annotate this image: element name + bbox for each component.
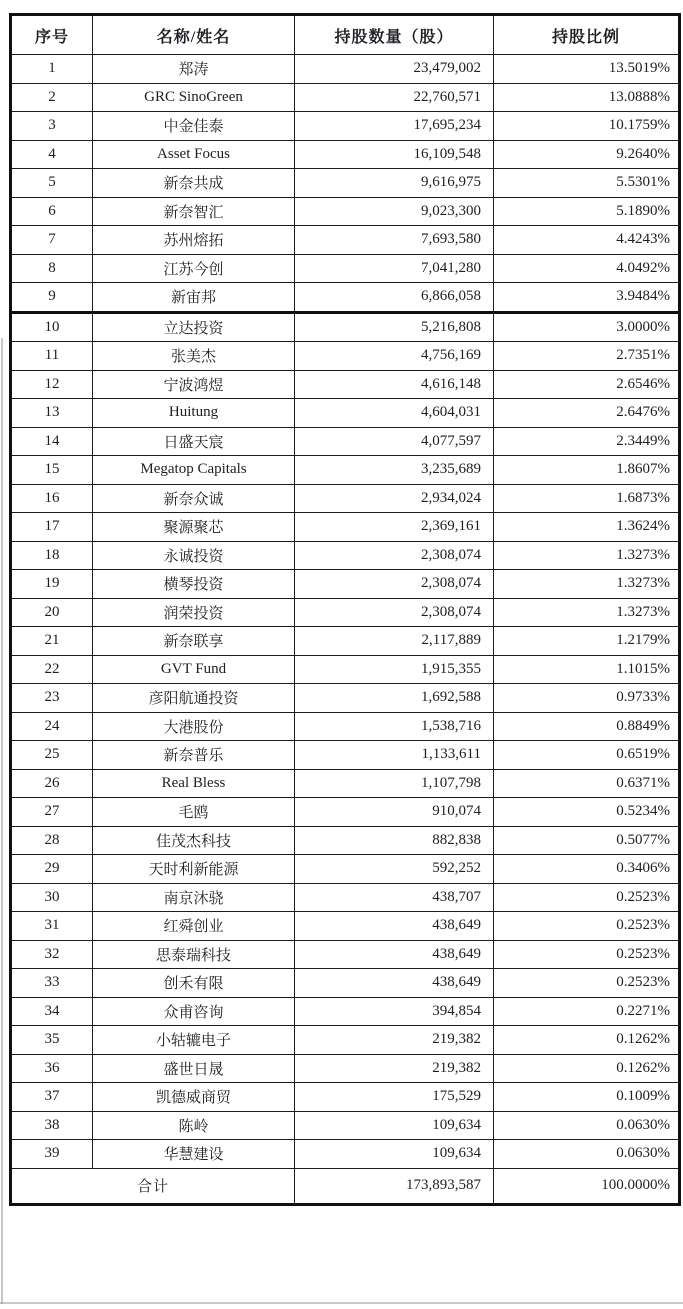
cell-name: 创禾有限: [93, 969, 295, 998]
cell-ratio: 13.5019%: [494, 55, 680, 84]
table-row: [11, 798, 680, 827]
cell-shares: 1,133,611: [295, 741, 494, 770]
cell-shares: 2,308,074: [295, 570, 494, 599]
table-row: [11, 342, 680, 371]
cell-shares: 4,616,148: [295, 370, 494, 399]
cell-index: 37: [11, 1083, 93, 1112]
cell-ratio: 0.5077%: [494, 826, 680, 855]
cell-shares: 17,695,234: [295, 112, 494, 141]
cell-index: 35: [11, 1026, 93, 1055]
table-row: [11, 283, 680, 313]
cell-index: 2: [11, 83, 93, 112]
cell-shares: 910,074: [295, 798, 494, 827]
table-row: [11, 1026, 680, 1055]
cell-index: 13: [11, 399, 93, 428]
cell-name: 立达投资: [93, 312, 295, 342]
cell-ratio: 1.8607%: [494, 456, 680, 485]
cell-name: 江苏今创: [93, 254, 295, 283]
table-row: [11, 55, 680, 84]
cell-name: 佳茂杰科技: [93, 826, 295, 855]
cell-shares: 592,252: [295, 855, 494, 884]
cell-name: 红舜创业: [93, 912, 295, 941]
cell-shares: 3,235,689: [295, 456, 494, 485]
cell-ratio: 2.3449%: [494, 427, 680, 456]
cell-shares: 109,634: [295, 1140, 494, 1169]
cell-ratio: 0.5234%: [494, 798, 680, 827]
cell-name: 新奈普乐: [93, 741, 295, 770]
cell-shares: 4,604,031: [295, 399, 494, 428]
cell-shares: 9,023,300: [295, 197, 494, 226]
cell-shares: 2,117,889: [295, 627, 494, 656]
cell-name: 聚源聚芯: [93, 513, 295, 542]
total-shares: 173,893,587: [295, 1168, 494, 1204]
cell-index: 10: [11, 312, 93, 342]
table-row: [11, 1140, 680, 1169]
total-ratio: 100.0000%: [494, 1168, 680, 1204]
cell-index: 39: [11, 1140, 93, 1169]
table-row: [11, 969, 680, 998]
cell-index: 6: [11, 197, 93, 226]
cell-shares: 6,866,058: [295, 283, 494, 313]
cell-shares: 2,308,074: [295, 598, 494, 627]
total-label: 合计: [11, 1168, 295, 1204]
cell-name: 天时利新能源: [93, 855, 295, 884]
cell-index: 21: [11, 627, 93, 656]
cell-shares: 16,109,548: [295, 140, 494, 169]
table-row: [11, 456, 680, 485]
cell-name: 新奈智汇: [93, 197, 295, 226]
cell-ratio: 0.8849%: [494, 712, 680, 741]
cell-shares: 882,838: [295, 826, 494, 855]
table-row: [11, 112, 680, 141]
table-row: [11, 627, 680, 656]
cell-index: 26: [11, 769, 93, 798]
cell-index: 36: [11, 1054, 93, 1083]
cell-name: 新奈众诚: [93, 484, 295, 513]
cell-ratio: 0.1262%: [494, 1026, 680, 1055]
column-header-index: 序号: [11, 15, 93, 55]
table-row: [11, 712, 680, 741]
cell-ratio: 0.6371%: [494, 769, 680, 798]
cell-ratio: 5.5301%: [494, 169, 680, 198]
cell-ratio: 1.3624%: [494, 513, 680, 542]
scan-artifact-left-edge: [1, 338, 3, 1304]
cell-index: 4: [11, 140, 93, 169]
cell-ratio: 0.2523%: [494, 969, 680, 998]
table-row: [11, 312, 680, 342]
cell-name: 小轱辘电子: [93, 1026, 295, 1055]
cell-shares: 1,107,798: [295, 769, 494, 798]
cell-shares: 438,649: [295, 912, 494, 941]
cell-name: 众甫咨询: [93, 997, 295, 1026]
cell-shares: 23,479,002: [295, 55, 494, 84]
cell-index: 28: [11, 826, 93, 855]
cell-ratio: 0.1009%: [494, 1083, 680, 1112]
cell-index: 31: [11, 912, 93, 941]
cell-name: 润荣投资: [93, 598, 295, 627]
cell-index: 25: [11, 741, 93, 770]
cell-ratio: 0.9733%: [494, 684, 680, 713]
cell-index: 34: [11, 997, 93, 1026]
cell-name: 永诚投资: [93, 541, 295, 570]
cell-name: 横琴投资: [93, 570, 295, 599]
column-header-ratio: 持股比例: [494, 15, 680, 55]
cell-ratio: 2.6476%: [494, 399, 680, 428]
table-row: [11, 741, 680, 770]
table-row: [11, 883, 680, 912]
cell-name: 毛鸥: [93, 798, 295, 827]
table-body: [11, 55, 680, 1169]
table-row: [11, 169, 680, 198]
cell-index: 5: [11, 169, 93, 198]
total-row: [11, 1168, 680, 1204]
cell-index: 12: [11, 370, 93, 399]
cell-index: 8: [11, 254, 93, 283]
cell-shares: 1,538,716: [295, 712, 494, 741]
scan-artifact-bottom-edge: [0, 1302, 683, 1304]
cell-index: 27: [11, 798, 93, 827]
cell-index: 33: [11, 969, 93, 998]
cell-name: 彦阳航通投资: [93, 684, 295, 713]
cell-name: 日盛天宸: [93, 427, 295, 456]
cell-shares: 5,216,808: [295, 312, 494, 342]
cell-index: 19: [11, 570, 93, 599]
cell-name: Megatop Capitals: [93, 456, 295, 485]
cell-name: 思泰瑞科技: [93, 940, 295, 969]
cell-shares: 2,369,161: [295, 513, 494, 542]
table-row: [11, 655, 680, 684]
cell-ratio: 10.1759%: [494, 112, 680, 141]
cell-ratio: 0.6519%: [494, 741, 680, 770]
cell-name: GRC SinoGreen: [93, 83, 295, 112]
cell-name: 郑涛: [93, 55, 295, 84]
cell-name: 凯德威商贸: [93, 1083, 295, 1112]
cell-shares: 175,529: [295, 1083, 494, 1112]
cell-ratio: 5.1890%: [494, 197, 680, 226]
cell-shares: 1,692,588: [295, 684, 494, 713]
cell-index: 7: [11, 226, 93, 255]
cell-name: 张美杰: [93, 342, 295, 371]
cell-ratio: 13.0888%: [494, 83, 680, 112]
cell-ratio: 0.2271%: [494, 997, 680, 1026]
cell-index: 23: [11, 684, 93, 713]
cell-index: 16: [11, 484, 93, 513]
cell-name: Real Bless: [93, 769, 295, 798]
cell-ratio: 0.2523%: [494, 940, 680, 969]
cell-index: 38: [11, 1111, 93, 1140]
cell-shares: 4,756,169: [295, 342, 494, 371]
header-row: [11, 15, 680, 55]
cell-index: 29: [11, 855, 93, 884]
cell-index: 17: [11, 513, 93, 542]
cell-name: GVT Fund: [93, 655, 295, 684]
cell-name: Huitung: [93, 399, 295, 428]
table-row: [11, 769, 680, 798]
cell-shares: 109,634: [295, 1111, 494, 1140]
table-row: [11, 541, 680, 570]
cell-ratio: 1.2179%: [494, 627, 680, 656]
table-row: [11, 940, 680, 969]
cell-shares: 22,760,571: [295, 83, 494, 112]
cell-name: 盛世日晟: [93, 1054, 295, 1083]
table-row: [11, 1054, 680, 1083]
cell-ratio: 0.1262%: [494, 1054, 680, 1083]
cell-index: 14: [11, 427, 93, 456]
cell-shares: 2,308,074: [295, 541, 494, 570]
cell-shares: 7,041,280: [295, 254, 494, 283]
table-row: [11, 684, 680, 713]
cell-shares: 9,616,975: [295, 169, 494, 198]
table-row: [11, 83, 680, 112]
cell-ratio: 1.3273%: [494, 541, 680, 570]
cell-ratio: 2.6546%: [494, 370, 680, 399]
cell-ratio: 0.2523%: [494, 883, 680, 912]
cell-ratio: 0.0630%: [494, 1140, 680, 1169]
cell-name: 宁波鸿煜: [93, 370, 295, 399]
table-row: [11, 826, 680, 855]
cell-name: 中金佳泰: [93, 112, 295, 141]
table-row: [11, 197, 680, 226]
table-row: [11, 427, 680, 456]
cell-shares: 438,649: [295, 940, 494, 969]
cell-shares: 219,382: [295, 1054, 494, 1083]
cell-shares: 4,077,597: [295, 427, 494, 456]
cell-name: 南京沐骁: [93, 883, 295, 912]
cell-name: 华慧建设: [93, 1140, 295, 1169]
table-row: [11, 399, 680, 428]
cell-ratio: 4.0492%: [494, 254, 680, 283]
cell-index: 18: [11, 541, 93, 570]
cell-shares: 7,693,580: [295, 226, 494, 255]
table-row: [11, 370, 680, 399]
table-row: [11, 997, 680, 1026]
column-header-shares: 持股数量（股）: [295, 15, 494, 55]
cell-ratio: 0.3406%: [494, 855, 680, 884]
cell-ratio: 9.2640%: [494, 140, 680, 169]
cell-index: 32: [11, 940, 93, 969]
cell-index: 3: [11, 112, 93, 141]
cell-index: 24: [11, 712, 93, 741]
cell-index: 20: [11, 598, 93, 627]
cell-shares: 438,649: [295, 969, 494, 998]
cell-ratio: 3.0000%: [494, 312, 680, 342]
cell-ratio: 2.7351%: [494, 342, 680, 371]
cell-index: 15: [11, 456, 93, 485]
table-row: [11, 855, 680, 884]
cell-name: 新奈共成: [93, 169, 295, 198]
table-row: [11, 1083, 680, 1112]
cell-name: 大港股份: [93, 712, 295, 741]
table-row: [11, 912, 680, 941]
table-footer: [11, 1168, 680, 1204]
cell-ratio: 1.6873%: [494, 484, 680, 513]
table-header: [11, 15, 680, 55]
cell-name: 陈岭: [93, 1111, 295, 1140]
table-row: [11, 484, 680, 513]
cell-ratio: 0.0630%: [494, 1111, 680, 1140]
cell-index: 22: [11, 655, 93, 684]
cell-ratio: 4.4243%: [494, 226, 680, 255]
cell-shares: 1,915,355: [295, 655, 494, 684]
table-row: [11, 226, 680, 255]
table-row: [11, 598, 680, 627]
cell-index: 11: [11, 342, 93, 371]
cell-index: 9: [11, 283, 93, 313]
cell-index: 30: [11, 883, 93, 912]
cell-ratio: 3.9484%: [494, 283, 680, 313]
table-row: [11, 1111, 680, 1140]
cell-index: 1: [11, 55, 93, 84]
cell-name: 新宙邦: [93, 283, 295, 313]
cell-name: Asset Focus: [93, 140, 295, 169]
cell-shares: 219,382: [295, 1026, 494, 1055]
cell-ratio: 1.1015%: [494, 655, 680, 684]
table-row: [11, 140, 680, 169]
cell-ratio: 0.2523%: [494, 912, 680, 941]
shareholders-table: [9, 13, 681, 1206]
cell-ratio: 1.3273%: [494, 570, 680, 599]
table-row: [11, 513, 680, 542]
cell-shares: 2,934,024: [295, 484, 494, 513]
cell-shares: 394,854: [295, 997, 494, 1026]
column-header-name: 名称/姓名: [93, 15, 295, 55]
table-row: [11, 570, 680, 599]
table-row: [11, 254, 680, 283]
cell-ratio: 1.3273%: [494, 598, 680, 627]
cell-name: 新奈联享: [93, 627, 295, 656]
cell-name: 苏州熔拓: [93, 226, 295, 255]
cell-shares: 438,707: [295, 883, 494, 912]
